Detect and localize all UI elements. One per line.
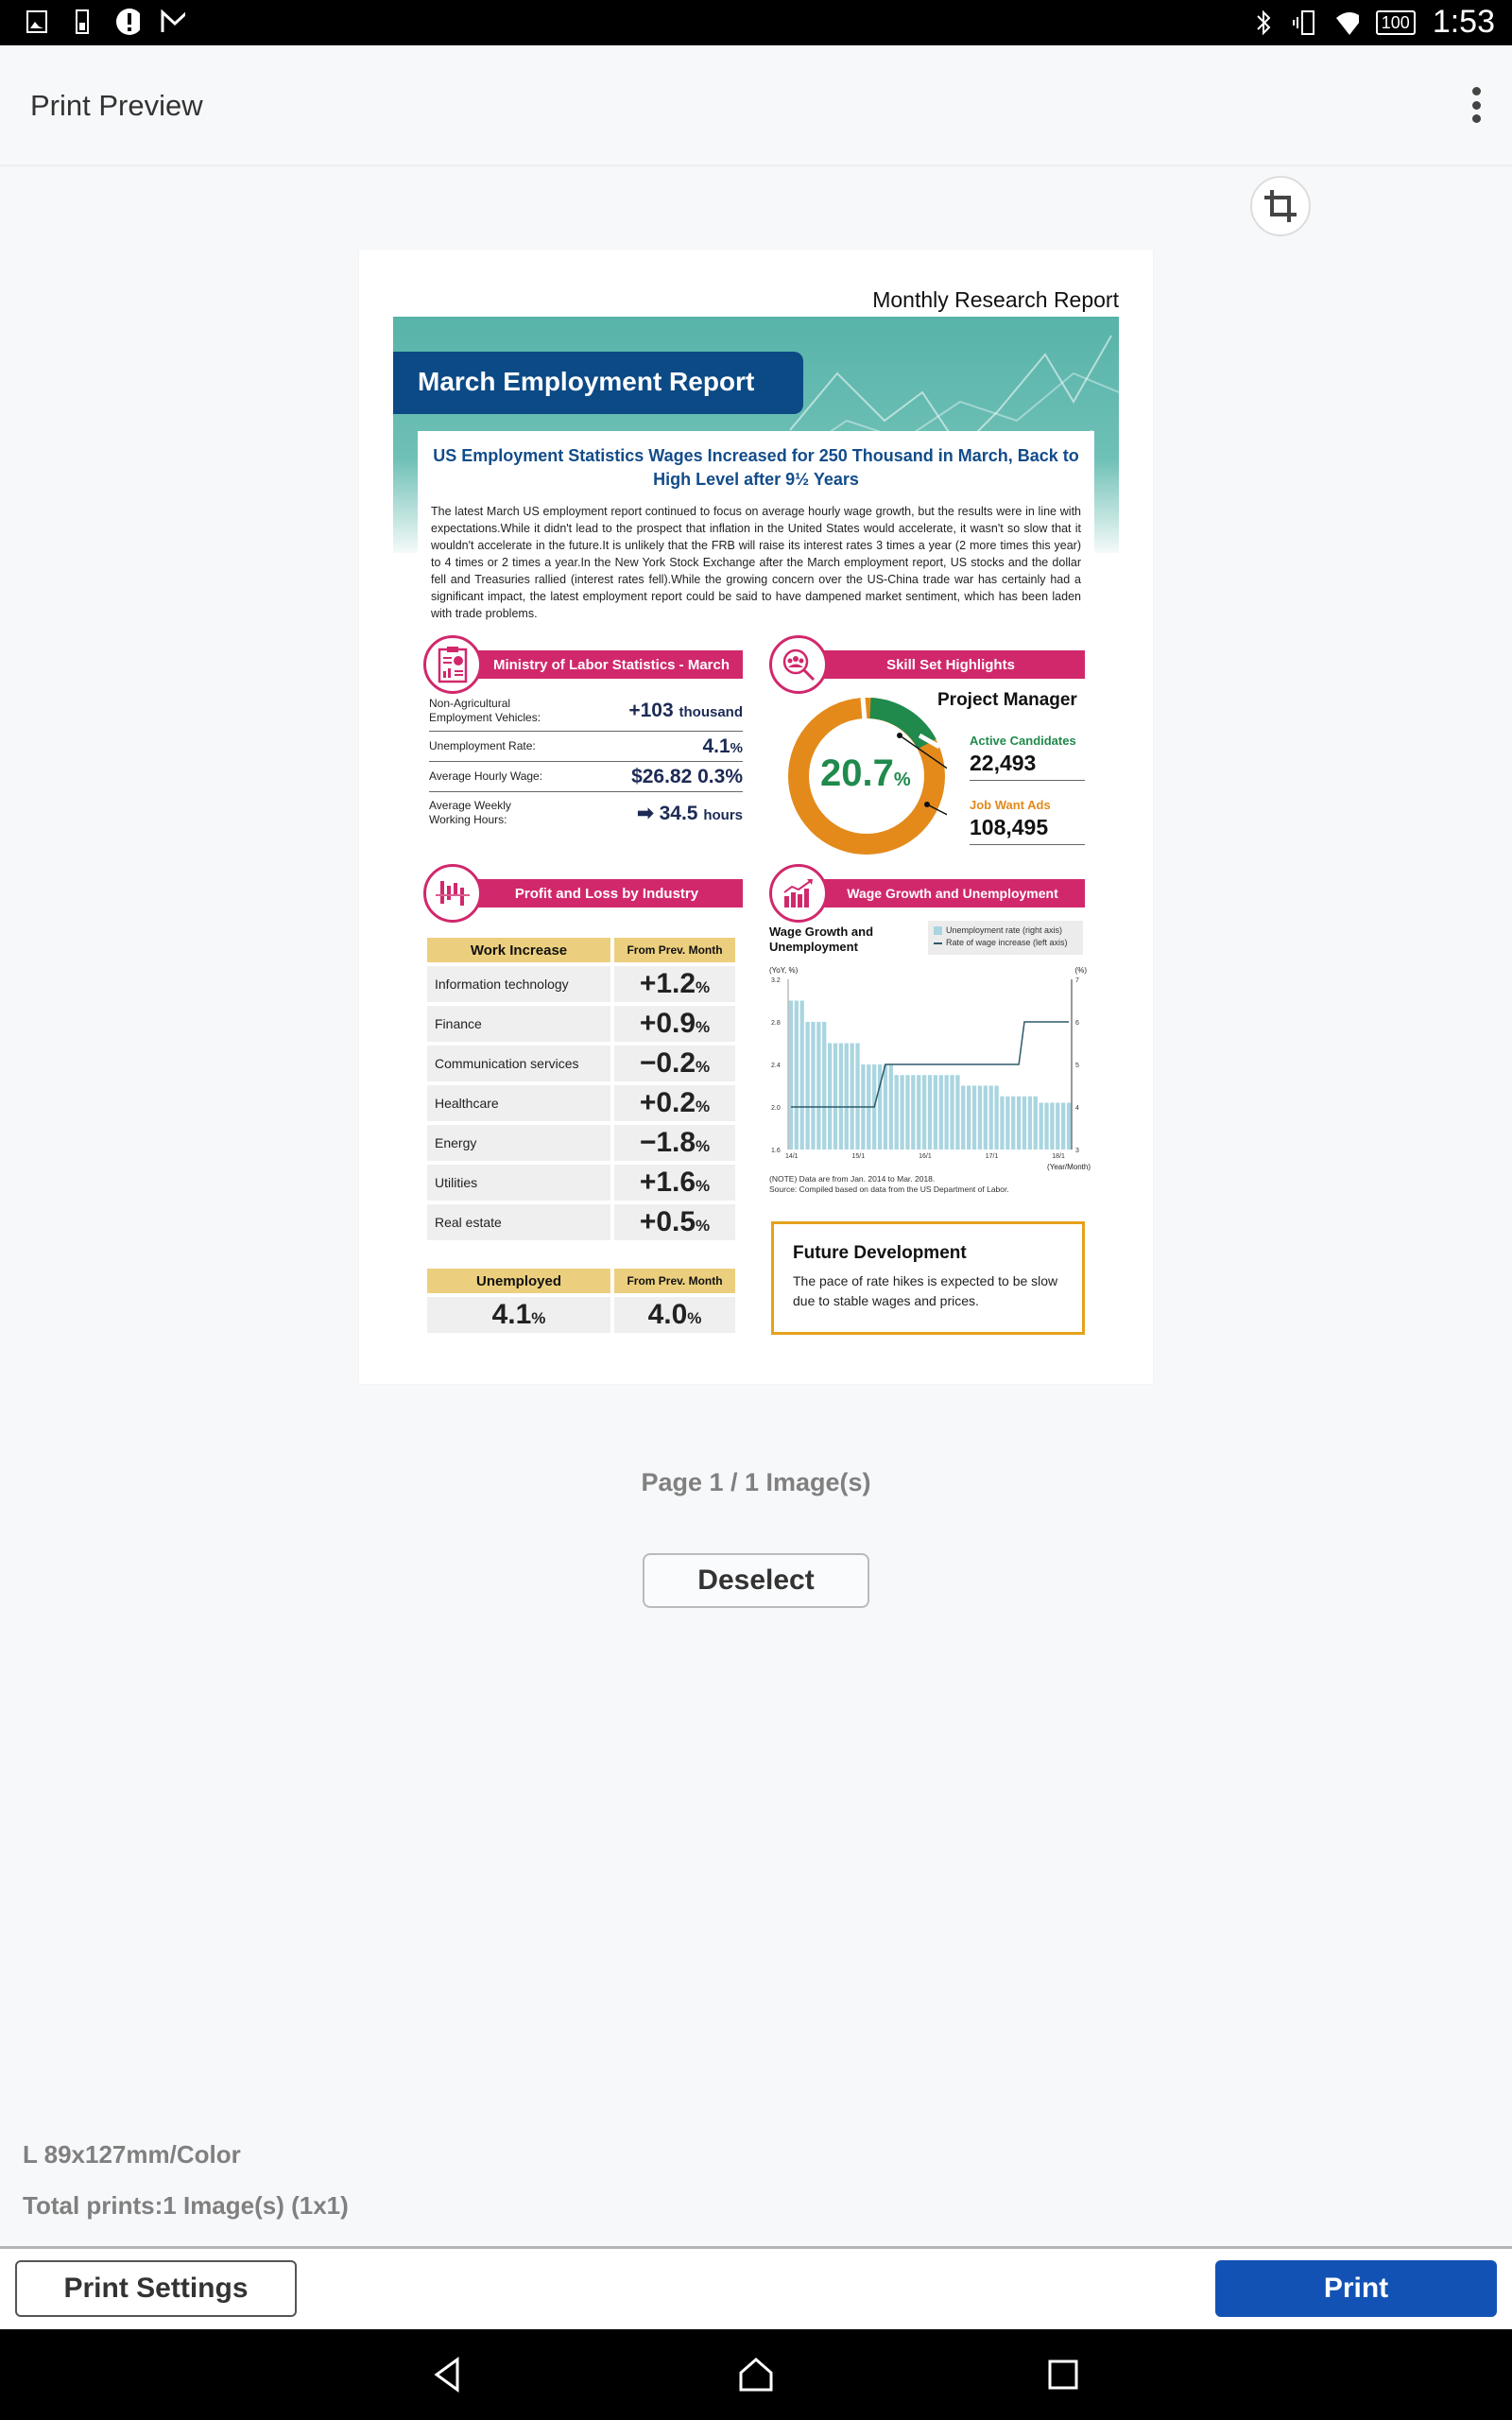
report-title: March Employment Report bbox=[418, 367, 755, 396]
headline: US Employment Statistics Wages Increased for 250 Thousand in March, Back to High Level after 9½ Years bbox=[433, 446, 1079, 489]
industry-cell: Healthcare bbox=[427, 1085, 610, 1121]
chart-legend bbox=[928, 921, 1083, 955]
stat-label bbox=[429, 697, 541, 725]
left-axis-unit: (YoY, %) bbox=[769, 966, 799, 975]
svg-text:3: 3 bbox=[1075, 1148, 1079, 1154]
stat-unit: % bbox=[730, 739, 743, 756]
unit: % bbox=[696, 1018, 711, 1036]
svg-text:2.4: 2.4 bbox=[771, 1063, 781, 1069]
donut-percent bbox=[820, 752, 911, 795]
report-title-tab bbox=[393, 352, 803, 414]
note-text: (NOTE) Data are from Jan. 2014 to Mar. 2018. bbox=[769, 1174, 936, 1184]
more-options-button[interactable] bbox=[1465, 83, 1487, 127]
svg-text:2.0: 2.0 bbox=[771, 1105, 781, 1112]
legend-swatch bbox=[934, 926, 942, 935]
vibrate-icon bbox=[1293, 9, 1317, 37]
change-cell bbox=[614, 966, 735, 1002]
profit-loss-heading bbox=[452, 879, 743, 908]
stat-row bbox=[429, 732, 743, 762]
unit: % bbox=[687, 1309, 702, 1327]
right-axis-unit: (%) bbox=[1074, 966, 1087, 975]
value: 4.1 bbox=[491, 1299, 532, 1330]
chart-note bbox=[769, 1174, 1009, 1195]
future-heading: Future Development bbox=[793, 1243, 967, 1263]
legend-item-line bbox=[934, 937, 1077, 949]
labor-stats-heading bbox=[452, 650, 743, 679]
industry-cell: Energy bbox=[427, 1125, 610, 1161]
unit: % bbox=[696, 1137, 711, 1155]
legend-line bbox=[934, 942, 942, 944]
page-indicator: Page 1 / 1 Image(s) bbox=[641, 1468, 871, 1496]
page-title: Print Preview bbox=[30, 89, 203, 122]
stat-unit: thousand bbox=[679, 703, 743, 720]
sim-icon bbox=[70, 8, 94, 36]
source-text: Source: Compiled based on data from the US Department of Labor. bbox=[769, 1184, 1009, 1194]
stat-value bbox=[637, 802, 743, 825]
labor-stats-table bbox=[429, 690, 743, 834]
unemployed-value bbox=[427, 1297, 610, 1333]
svg-text:7: 7 bbox=[1075, 977, 1079, 984]
active-candidates-label: Active Candidates bbox=[970, 734, 1076, 748]
legend-item-bar bbox=[934, 925, 1077, 937]
table-header bbox=[427, 1269, 741, 1293]
industry-cell: Communication services bbox=[427, 1046, 610, 1081]
report-series-label: Monthly Research Report bbox=[872, 287, 1119, 312]
svg-text:17/1: 17/1 bbox=[985, 1153, 999, 1160]
change-value: −1.8 bbox=[639, 1127, 696, 1158]
svg-text:5: 5 bbox=[1075, 1063, 1079, 1069]
future-development-box bbox=[771, 1221, 1085, 1335]
stat-row bbox=[429, 792, 743, 834]
change-cell bbox=[614, 1204, 735, 1240]
job-title: Project Manager bbox=[937, 690, 1077, 710]
system-nav-bar bbox=[0, 2329, 1512, 2420]
legend-label: Unemployment rate (right axis) bbox=[946, 925, 1063, 935]
table-row bbox=[427, 1006, 741, 1042]
change-value: +0.9 bbox=[639, 1008, 696, 1039]
industry-cell: Information technology bbox=[427, 966, 610, 1002]
battery-indicator: 100 bbox=[1376, 10, 1416, 35]
stat-number: ➡ 34.5 bbox=[637, 802, 698, 824]
future-text: The pace of rate hikes is expected to be slow due to stable wages and prices. bbox=[793, 1273, 1058, 1308]
stat-value bbox=[702, 735, 743, 758]
industry-cell: Utilities bbox=[427, 1165, 610, 1201]
stat-label: Average Hourly Wage: bbox=[429, 769, 543, 783]
stat-value: $26.82 0.3% bbox=[631, 765, 743, 787]
legend-label: Rate of wage increase (left axis) bbox=[946, 938, 1068, 947]
people-search-icon bbox=[769, 635, 828, 694]
dot bbox=[1472, 114, 1481, 123]
wage-chart-plot bbox=[769, 974, 1091, 1163]
change-cell bbox=[614, 1006, 735, 1042]
table-row bbox=[427, 966, 741, 1002]
unit: % bbox=[696, 978, 711, 996]
column-header: From Prev. Month bbox=[614, 1269, 735, 1293]
stat-label bbox=[429, 799, 511, 827]
skill-set-heading bbox=[798, 650, 1085, 679]
image-icon bbox=[25, 8, 49, 36]
x-axis-unit: (Year/Month) bbox=[1047, 1163, 1091, 1171]
unit: % bbox=[696, 1217, 711, 1235]
column-header: From Prev. Month bbox=[614, 938, 735, 962]
unit: % bbox=[696, 1058, 711, 1076]
intro-text: The latest March US employment report continued to focus on average hourly wage growth, but the results were in line with expectations.While it didn't lead to the prospect that inflation in the United States would accelerate, it wasn't so slow that it wouldn't accelerate in the future.It is unlikely that the FRB will raise its interest rates 3 times a year (2 more times this year) to 4 times or 2 times a year.In the New York Stock Exchange after the March employment report, US stocks and the dollar fell and Treasuries rallied (interest rates fell).While the growing concern over the US-China trade war has certainly had a significant impact, the latest employment report could be said to have dampened market sentiment, which has been laden with trade problems. bbox=[431, 505, 1081, 620]
crop-button[interactable] bbox=[1250, 176, 1311, 236]
prev-month-value bbox=[614, 1297, 735, 1333]
change-cell bbox=[614, 1125, 735, 1161]
percent-sign: % bbox=[893, 769, 911, 790]
svg-text:14/1: 14/1 bbox=[784, 1153, 799, 1160]
unemployed-table bbox=[427, 1269, 741, 1337]
clock: 1:53 bbox=[1432, 4, 1495, 40]
wage-chart-heading-text: Wage Growth and Unemployment bbox=[847, 886, 1058, 901]
change-cell bbox=[614, 1085, 735, 1121]
status-bar bbox=[0, 0, 1512, 45]
intro-box bbox=[418, 431, 1094, 630]
change-value: −0.2 bbox=[639, 1047, 696, 1079]
wifi-icon bbox=[1334, 9, 1359, 37]
home-icon[interactable] bbox=[737, 2356, 775, 2394]
stat-value bbox=[628, 700, 743, 722]
column-header: Work Increase bbox=[427, 938, 610, 962]
industry-cell: Finance bbox=[427, 1006, 610, 1042]
stat-number: +103 bbox=[628, 699, 674, 721]
svg-text:16/1: 16/1 bbox=[919, 1153, 932, 1160]
unit: % bbox=[531, 1309, 546, 1327]
change-value: +0.5 bbox=[639, 1206, 696, 1237]
table-row bbox=[427, 1046, 741, 1081]
change-cell bbox=[614, 1165, 735, 1201]
skill-set-heading-text: Skill Set Highlights bbox=[886, 656, 1015, 673]
stat-label-line: Non-Agricultural bbox=[429, 696, 511, 710]
percent-value: 20.7 bbox=[820, 752, 894, 794]
bar-chart-icon bbox=[423, 864, 482, 923]
table-row bbox=[427, 1204, 741, 1240]
table-row bbox=[427, 1165, 741, 1201]
app-bar bbox=[0, 45, 1512, 166]
column-header: Unemployed bbox=[427, 1269, 610, 1293]
svg-text:18/1: 18/1 bbox=[1052, 1153, 1065, 1160]
document-preview[interactable] bbox=[359, 250, 1153, 1384]
crop-icon bbox=[1262, 187, 1299, 225]
gmail-icon bbox=[161, 8, 185, 36]
total-prints-info: Total prints:1 Image(s) (1x1) bbox=[23, 2191, 349, 2220]
wage-chart bbox=[769, 925, 1091, 1189]
unit: % bbox=[696, 1098, 711, 1115]
stat-number: 4.1 bbox=[702, 735, 730, 757]
change-value: +0.2 bbox=[639, 1087, 696, 1118]
value: 4.0 bbox=[647, 1299, 688, 1330]
alert-icon bbox=[115, 8, 140, 36]
stat-row bbox=[429, 762, 743, 792]
bottom-action-bar bbox=[0, 2246, 1512, 2329]
svg-text:15/1: 15/1 bbox=[851, 1153, 866, 1160]
growth-chart-icon bbox=[769, 864, 828, 923]
stat-label-line: Average Weekly bbox=[429, 799, 511, 812]
stat-row bbox=[429, 690, 743, 732]
change-value: +1.6 bbox=[639, 1167, 696, 1198]
print-settings-button[interactable]: Print Settings bbox=[15, 2260, 297, 2317]
stat-label-line: Employment Vehicles: bbox=[429, 710, 541, 724]
more-vert-icon bbox=[1472, 87, 1481, 95]
bluetooth-icon bbox=[1251, 9, 1276, 37]
paper-info: L 89x127mm/Color bbox=[23, 2140, 241, 2169]
active-candidates-value: 22,493 bbox=[970, 751, 1085, 781]
job-ads-label: Job Want Ads bbox=[970, 798, 1051, 812]
table-row bbox=[427, 1297, 741, 1333]
svg-text:2.8: 2.8 bbox=[771, 1020, 781, 1027]
print-button[interactable]: Print bbox=[1215, 2260, 1497, 2317]
wage-chart-heading bbox=[798, 879, 1085, 908]
svg-text:1.6: 1.6 bbox=[771, 1148, 781, 1154]
table-row bbox=[427, 1125, 741, 1161]
profit-loss-heading-text: Profit and Loss by Industry bbox=[514, 885, 699, 902]
profit-loss-table bbox=[427, 938, 741, 1244]
svg-text:4: 4 bbox=[1075, 1105, 1079, 1112]
stat-label-line: Working Hours: bbox=[429, 813, 507, 826]
back-icon[interactable] bbox=[429, 2356, 467, 2394]
svg-text:3.2: 3.2 bbox=[771, 977, 781, 984]
labor-stats-heading-text: Ministry of Labor Statistics - March bbox=[492, 656, 730, 673]
deselect-button[interactable]: Deselect bbox=[643, 1553, 869, 1608]
table-row bbox=[427, 1085, 741, 1121]
job-ads-value: 108,495 bbox=[970, 815, 1085, 845]
chart-title: Wage Growth and Unemployment bbox=[769, 925, 874, 954]
unit: % bbox=[696, 1177, 711, 1195]
table-header bbox=[427, 938, 741, 962]
industry-cell: Real estate bbox=[427, 1204, 610, 1240]
stat-label: Unemployment Rate: bbox=[429, 739, 536, 752]
stat-unit: hours bbox=[703, 806, 743, 823]
clipboard-chart-icon bbox=[423, 635, 482, 694]
change-value: +1.2 bbox=[639, 968, 696, 999]
recents-icon[interactable] bbox=[1044, 2356, 1082, 2394]
change-cell bbox=[614, 1046, 735, 1081]
dot bbox=[1472, 101, 1481, 110]
svg-text:6: 6 bbox=[1075, 1020, 1079, 1027]
